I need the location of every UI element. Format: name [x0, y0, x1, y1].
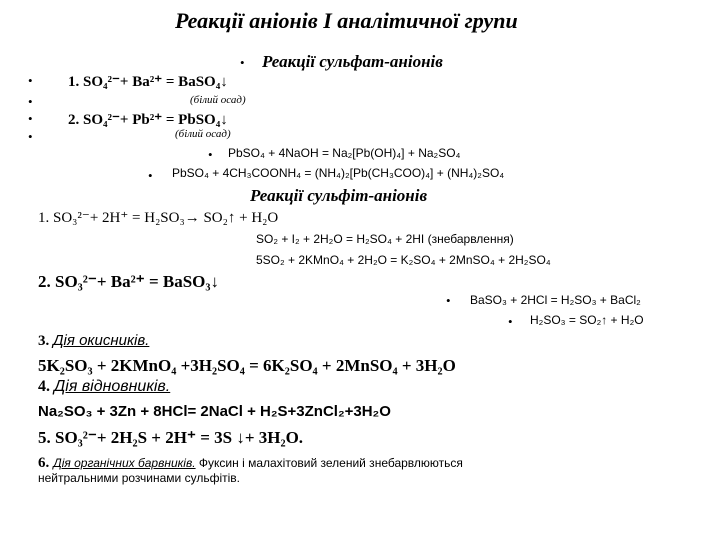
section-title: Дія органічних барвників.: [53, 456, 196, 470]
sulfur-dioxide-permanganate-reaction: 5SO₂ + 2KMnO₄ + 2H₂O = K₂SO₄ + 2MnSO₄ + 2H₂SO₄: [256, 253, 551, 267]
sulfite-reaction-1: 1. SO₃²⁻+ 2H⁺ = H₂SO₃→ SO₂↑ + H₂O: [38, 210, 279, 226]
bullet: •: [28, 111, 33, 126]
bullet: •: [28, 129, 33, 144]
section-number: 4.: [38, 378, 50, 395]
section-title: Дія відновників.: [54, 378, 171, 395]
oxidizers-heading: [38, 332, 149, 350]
section-title: Дія окисників.: [53, 332, 150, 349]
reducer-reaction: Na₂SO₃ + 3Zn + 8HCl= 2NaCl + H₂S+3ZnCl₂+3H₂O: [38, 403, 391, 420]
bullet: •: [148, 168, 153, 183]
oxidizer-reaction: 5K₂SO₃ + 2KMnO₄ +3H₂SO₄ = 6K₂SO₄ + 2MnSO₄ + 3H₂O: [38, 356, 456, 375]
bullet: •: [208, 147, 213, 162]
sulfur-dioxide-iodine-reaction: SO₂ + I₂ + 2H₂O = H₂SO₄ + 2HI (знебарвлення): [256, 232, 514, 246]
precipitate-note-2: (білий осад): [175, 128, 231, 140]
sulfite-header: Реакції сульфіт-аніонів: [250, 186, 428, 205]
paragraph-text-continued: нейтральними розчинами сульфітів.: [38, 471, 240, 485]
page-title: Реакції аніонів І аналітичної групи: [175, 8, 518, 33]
bullet: •: [240, 55, 245, 70]
sulfurous-acid-decomposition: H₂SO₃ = SO₂↑ + H₂O: [530, 313, 644, 327]
lead-sulfate-acetate-reaction: PbSO₄ + 4CH₃COONH₄ = (NH₄)₂[Pb(CH₃COO)₄] + (NH₄)₂SO₄: [172, 166, 505, 180]
bullet: •: [28, 94, 33, 109]
section-number: 6.: [38, 455, 50, 471]
precipitate-note-1: (білий осад): [190, 94, 246, 106]
lead-sulfate-naoh-reaction: PbSO₄ + 4NaOH = Na₂[Pb(OH)₄] + Na₂SO₄: [228, 146, 461, 160]
hydrogen-sulfide-reaction: 5. SO₃²⁻+ 2H₂S + 2H⁺ = 3S ↓+ 3H₂O.: [38, 428, 304, 447]
sulfate-header: Реакції сульфат-аніонів: [262, 52, 443, 71]
barium-sulfite-hcl-reaction: BaSO₃ + 2HCl = H₂SO₃ + BaCl₂: [470, 293, 641, 307]
section-number: 3.: [38, 333, 50, 349]
bullet: •: [446, 293, 451, 308]
sulfate-reaction-2: 2. SO₄²⁻+ Pb²⁺ = PbSO₄↓: [68, 112, 228, 128]
sulfite-reaction-2: 2. SO₃²⁻+ Ba²⁺ = BaSO₃↓: [38, 272, 219, 291]
sulfate-reaction-1: 1. SO₄²⁻+ Ba²⁺ = BaSO₄↓: [68, 74, 228, 90]
bullet: •: [508, 314, 513, 329]
bullet: •: [28, 73, 33, 88]
paragraph-text: Фуксин і малахітовий зелений знебарвлюються: [195, 456, 463, 470]
organic-dyes-paragraph: [38, 454, 463, 472]
reducers-heading: [38, 378, 170, 396]
